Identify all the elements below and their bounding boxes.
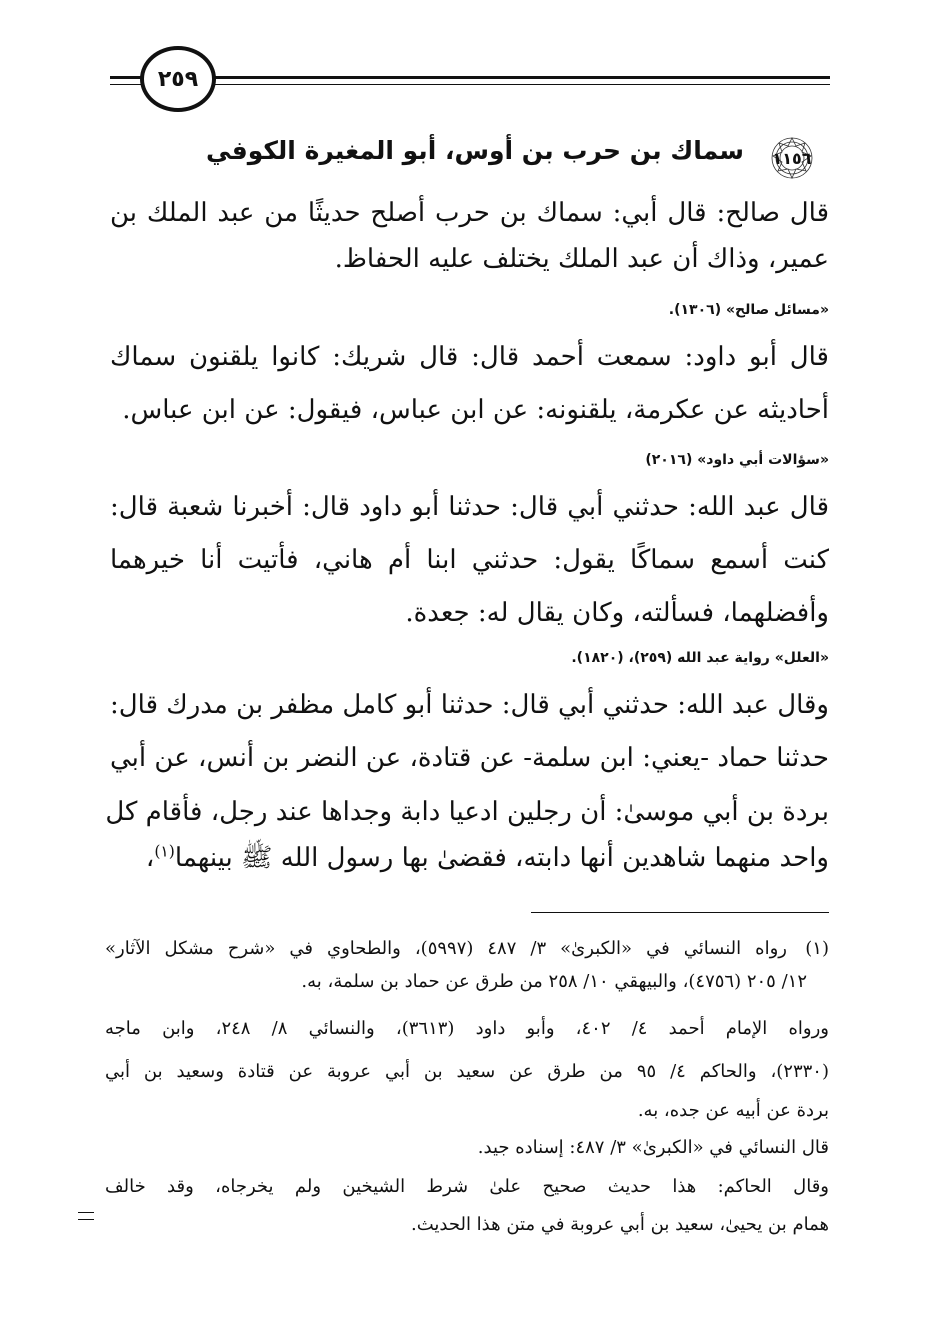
- body-line: وقال عبد الله: حدثني أبي قال: حدثنا أبو كامل مظفر بن مدرك قال:: [110, 690, 829, 720]
- source-citation: «سؤالات أبي داود» (٢٠١٦): [645, 452, 829, 468]
- body-line: أحاديثه عن عكرمة، يلقنونه: عن ابن عباس، فيقول: عن ابن عباس.: [122, 395, 829, 425]
- body-line: حدثنا حماد -يعني: ابن سلمة- عن قتادة، عن النضر بن أنس، عن أبي: [110, 743, 829, 773]
- footnote-line: بردة عن أبيه عن جده، به.: [637, 1100, 829, 1121]
- entry-number: ١١٥٦: [772, 148, 812, 168]
- entry-title: سماك بن حرب بن أوس، أبو المغيرة الكوفي: [206, 136, 744, 165]
- entry-number-ornament: [765, 136, 819, 180]
- body-line: بردة بن أبي موسىٰ: أن رجلين ادعيا دابة وجداها عند رجل، فأقام كل: [105, 797, 829, 827]
- footnote-line: رواه النسائي في «الكبرىٰ» ٣/ ٤٨٧ (٥٩٩٧)، والطحاوي في «شرح مشكل الآثار»: [105, 938, 787, 959]
- body-line-last: [110, 841, 829, 879]
- body-line: وأفضلهما، فسألته، وكان يقال له: جعدة.: [405, 598, 829, 628]
- body-line: قال أبو داود: سمعت أحمد قال: قال شريك: كانوا يلقنون سماك: [110, 342, 829, 372]
- header-rule-left-thin: [110, 84, 144, 85]
- source-citation: «مسائل صالح» (١٣٠٦).: [668, 302, 829, 318]
- footnote-ref[interactable]: (١): [154, 842, 175, 861]
- header-rule-right: [212, 76, 830, 79]
- page-number-badge: [140, 46, 216, 112]
- body-line: كنت أسمع سماكًا يقول: حدثني ابنا أم هاني، فأتيت أنا خيرهما: [110, 545, 829, 575]
- source-citation: «العلل» رواية عبد الله (٢٥٩)، (١٨٢٠).: [571, 650, 829, 666]
- header-rule-left: [110, 76, 144, 79]
- header-rule-right-thin: [212, 84, 830, 85]
- body-line: قال صالح: قال أبي: سماك بن حرب أصلح حديثًا من عبد الملك بن: [110, 198, 829, 228]
- footnote-separator: [531, 912, 829, 913]
- footnote-number: (١): [805, 938, 829, 959]
- footnote-line: وقال الحاكم: هذا حديث صحيح علىٰ شرط الشيخين ولم يخرجاه، وقد خالف: [105, 1176, 829, 1197]
- body-line-punct: ،: [145, 843, 155, 873]
- body-line-text: واحد منهما شاهدين أنها دابته، فقضىٰ بها رسول الله ﷺ بينهما: [174, 843, 829, 873]
- footnote-line: قال النسائي في «الكبرىٰ» ٣/ ٤٨٧: إسناده جيد.: [477, 1137, 829, 1158]
- footnote-line: (٢٣٣٠)، والحاكم ٤/ ٩٥ من طرق عن سعيد بن أبي عروبة عن قتادة وسعيد بن أبي: [105, 1061, 829, 1082]
- footnote-line: ورواه الإمام أحمد ٤/ ٤٠٢، وأبو داود (٣٦١٣)، والنسائي ٨/ ٢٤٨، وابن ماجه: [105, 1018, 829, 1039]
- footnote-line: همام بن يحيىٰ، سعيد بن أبي عروبة في متن هذا الحديث.: [410, 1214, 829, 1235]
- page-number: ٢٥٩: [157, 66, 199, 92]
- continuation-mark: [78, 1212, 94, 1220]
- footnote-line: ١٢/ ٢٠٥ (٤٧٥٦)، والبيهقي ١٠/ ٢٥٨ من طرق عن حماد بن سلمة، به.: [301, 971, 807, 992]
- body-line: عمير، وذاك أن عبد الملك يختلف عليه الحفاظ.: [334, 244, 829, 274]
- body-line: قال عبد الله: حدثني أبي قال: حدثنا أبو داود قال: أخبرنا شعبة قال:: [110, 492, 829, 522]
